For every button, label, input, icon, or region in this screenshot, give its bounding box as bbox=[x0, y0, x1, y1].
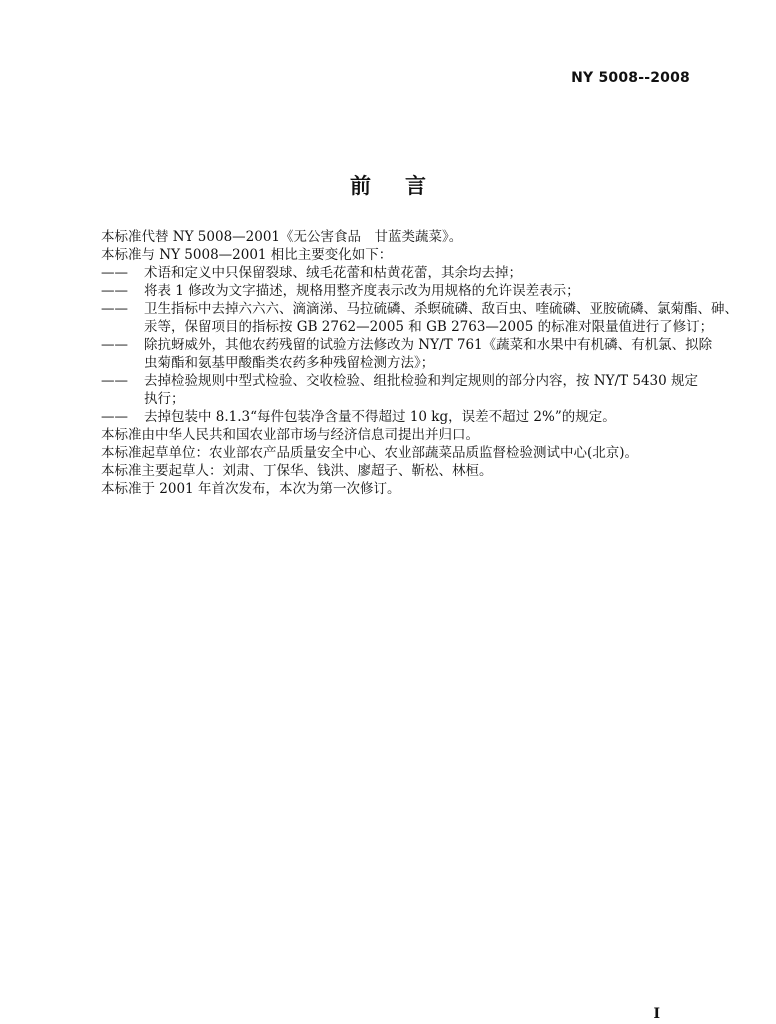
item-text: 术语和定义中只保留裂球、绒毛花蕾和枯黄花蕾，其余均去掉； bbox=[144, 265, 522, 281]
change-item bbox=[101, 300, 738, 336]
item-text-continued: 汞等，保留项目的指标按 GB 2762—2005 和 GB 2763—2005 的标准对限量值进行了修订； bbox=[144, 319, 714, 335]
drafting-units: 本标准起草单位：农业部农产品质量安全中心、农业部蔬菜品质监督检验测试中心(北京)。 bbox=[101, 445, 639, 461]
item-dash: —— bbox=[101, 409, 128, 425]
change-item bbox=[101, 264, 691, 282]
item-dash: —— bbox=[101, 373, 128, 389]
drafters: 本标准主要起草人：刘肃、丁保华、钱洪、廖超子、靳松、林桓。 bbox=[101, 463, 493, 479]
standard-number: NY 5008--2008 bbox=[571, 70, 690, 86]
change-item bbox=[101, 372, 699, 408]
item-text-continued: 虫菊酯和氨基甲酸酯类农药多种残留检测方法》； bbox=[144, 355, 435, 371]
page-number: I bbox=[653, 1006, 660, 1022]
item-dash: —— bbox=[101, 301, 128, 317]
foreword-body bbox=[101, 228, 738, 498]
page-title: 前言 bbox=[350, 174, 460, 198]
changes-intro: 本标准与 NY 5008—2001 相比主要变化如下： bbox=[101, 247, 393, 263]
item-dash: —— bbox=[101, 265, 128, 281]
item-text-continued: 执行； bbox=[144, 391, 185, 407]
change-item bbox=[101, 336, 713, 372]
item-dash: —— bbox=[101, 337, 128, 353]
change-item bbox=[101, 282, 691, 300]
item-dash: —— bbox=[101, 283, 128, 299]
item-text: 去掉包装中 8.1.3“每件包装净含量不得超过 10 kg，误差不超过 2%”的规定。 bbox=[144, 409, 616, 425]
release-history: 本标准于 2001 年首次发布，本次为第一次修订。 bbox=[101, 481, 401, 497]
replacement-statement: 本标准代替 NY 5008—2001《无公害食品 甘蓝类蔬菜》。 bbox=[101, 229, 463, 245]
change-item bbox=[101, 408, 691, 426]
item-text: 除抗蚜威外，其他农药残留的试验方法修改为 NY/T 761《蔬菜和水果中有机磷、有机氯、拟除 bbox=[144, 337, 713, 353]
item-text: 将表 1 修改为文字描述，规格用整齐度表示改为用规格的允许误差表示； bbox=[144, 283, 580, 299]
item-text: 去掉检验规则中型式检验、交收检验、组批检验和判定规则的部分内容，按 NY/T 5430 规定 bbox=[144, 373, 699, 389]
proposer-statement: 本标准由中华人民共和国农业部市场与经济信息司提出并归口。 bbox=[101, 427, 479, 443]
item-text: 卫生指标中去掉六六六、滴滴涕、马拉硫磷、杀螟硫磷、敌百虫、喹硫磷、亚胺硫磷、氯菊酯、砷、 bbox=[144, 301, 738, 317]
